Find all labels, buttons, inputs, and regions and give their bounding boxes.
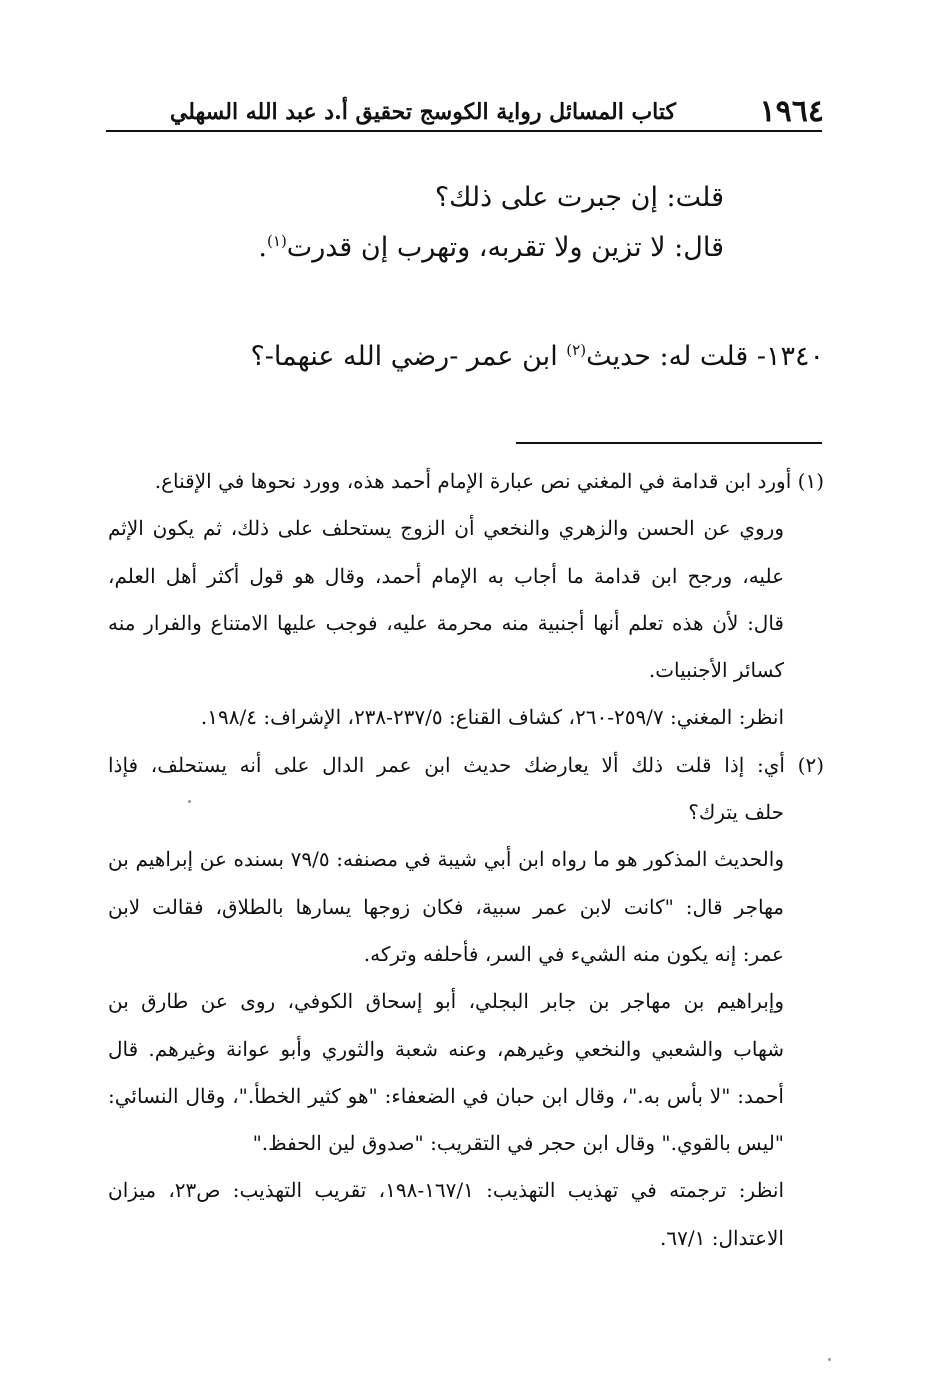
- footnote-line: انظر: ترجمته في تهذيب التهذيب: ١٦٧/١-١٩٨، تقريب التهذيب: ص٢٣، ميزان: [108, 1178, 784, 1203]
- footnote-line: عليه، ورجح ابن قدامة ما أجاب به الإمام أحمد، وقال هو قول أكثر أهل العلم،: [108, 563, 784, 588]
- footnote-line: حلف يترك؟: [688, 800, 784, 825]
- page-header: [110, 92, 824, 132]
- footnote-line: مهاجر قال: "كانت لابن عمر سبية، فكان زوجها يسارها بالطلاق، فقالت لابن: [108, 894, 784, 919]
- footnote-separator: [516, 442, 822, 444]
- entry-text: ١٣٤٠- قلت له: حديث: [586, 341, 824, 372]
- footnotes: [108, 458, 824, 1262]
- page-number: ١٩٦٤: [759, 94, 824, 129]
- main-answer: [258, 226, 724, 270]
- footnote-line: وإبراهيم بن مهاجر بن جابر البجلي، أبو إسحاق الكوفي، روى عن طارق بن: [108, 989, 784, 1014]
- footnote-line: أحمد: "لا بأس به."، وقال ابن حبان في الضعفاء: "هو كثير الخطأ."، وقال النسائي:: [108, 1083, 784, 1108]
- footnote-line: كسائر الأجنبيات.: [648, 658, 784, 683]
- answer-end: .: [258, 232, 268, 263]
- entry-text-end: ابن عمر -رضي الله عنهما-؟: [250, 341, 567, 372]
- footnote-line: قال: لأن هذه تعلم أنها أجنبية منه محرمة عليه، فوجب عليها الامتناع والفرار منه: [108, 610, 784, 635]
- header-rule: [106, 130, 822, 132]
- footnote-line: (١) أورد ابن قدامة في المغني نص عبارة الإمام أحمد هذه، وورد نحوها في الإقناع.: [154, 469, 824, 493]
- answer-text: قال: لا تزين ولا تقربه، وتهرب إن قدرت: [286, 232, 724, 263]
- scan-speck: [188, 800, 191, 803]
- footnote-line: عمر: إنه يكون منه الشيء في السر، فأحلفه وتركه.: [363, 941, 784, 966]
- footnote-ref-1[interactable]: (١): [267, 232, 287, 250]
- footnote-ref-2[interactable]: (٢): [566, 341, 587, 359]
- footnote-line: (٢) أي: إذا قلت ذلك ألا يعارضك حديث ابن عمر الدال على أنه يستحلف، فإذا: [108, 752, 824, 777]
- footnote-line: والحديث المذكور هو ما رواه ابن أبي شيبة في مصنفه: ٧٩/٥ بسنده عن إبراهيم بن: [108, 847, 784, 872]
- footnote-line: "ليس بالقوي." وقال ابن حجر في التقريب: "صدوق لين الحفظ.": [252, 1131, 784, 1156]
- footnote-line: شهاب والشعبي والنخعي وغيرهم، وعنه شعبة والثوري وأبو عوانة وغيرهم. قال: [108, 1036, 784, 1061]
- footnote-line: انظر: المغني: ٢٥٩/٧-٢٦٠، كشاف القناع: ٢٣٧/٥-٢٣٨، الإشراف: ١٩٨/٤.: [200, 705, 784, 730]
- scan-speck: [828, 1358, 831, 1361]
- question-text: قلت: إن جبرت على ذلك؟: [434, 182, 724, 213]
- main-question: [435, 176, 724, 220]
- footnote-line: وروي عن الحسن والزهري والنخعي أن الزوج يستحلف على ذلك، ثم يكون الإثم: [108, 516, 784, 541]
- entry-1340: [250, 332, 824, 382]
- running-title: كتاب المسائل رواية الكوسج تحقيق أ.د عبد الله السهلي: [169, 99, 676, 125]
- footnote-line: الاعتدال: ٦٧/١.: [660, 1225, 784, 1250]
